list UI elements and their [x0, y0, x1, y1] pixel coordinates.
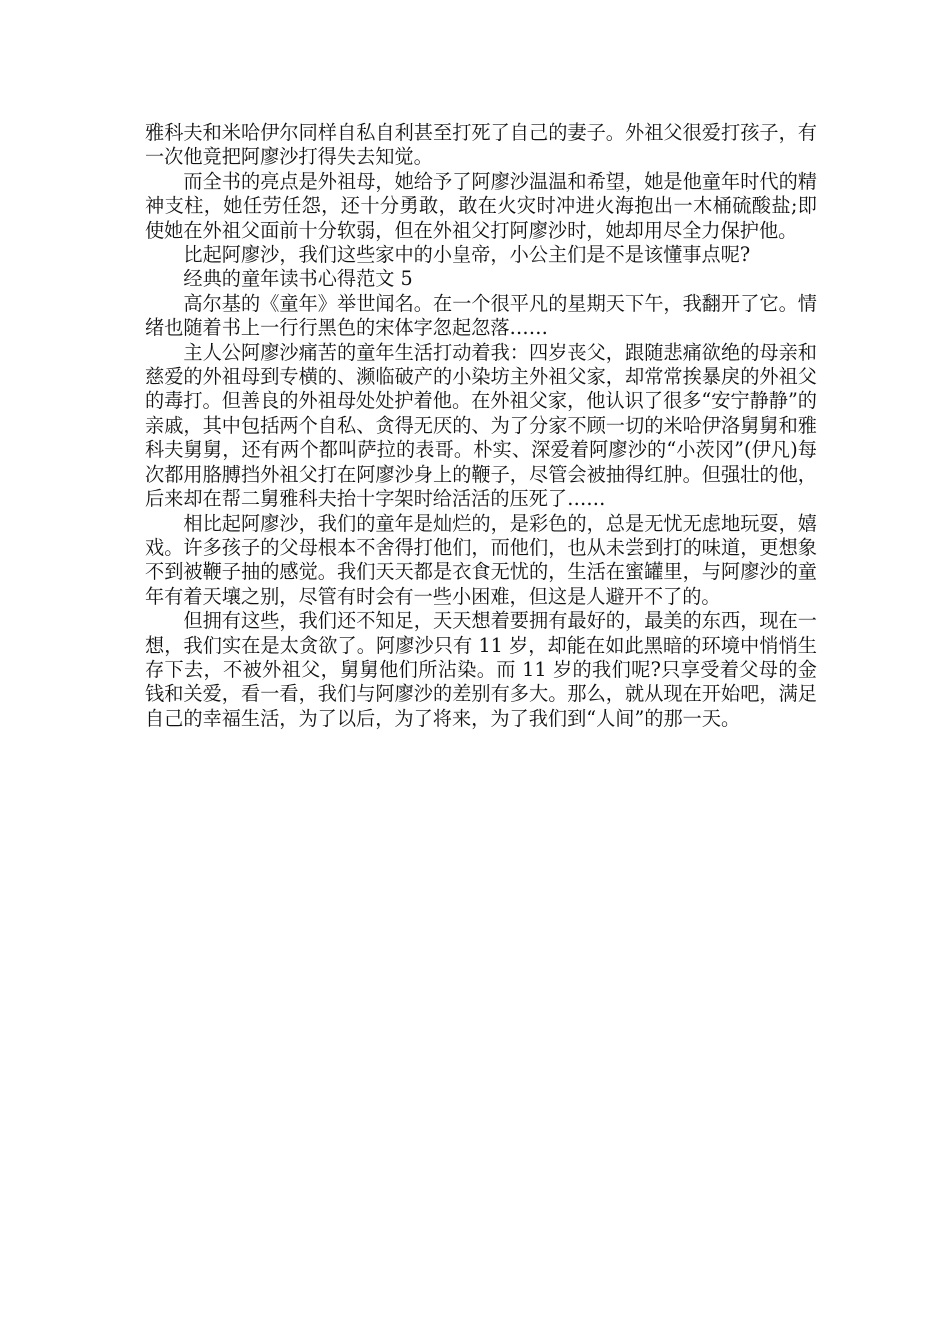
paragraph-8: 但拥有这些，我们还不知足，天天想着要拥有最好的，最美的东西，现在一想，我们实在是太贪欲了。阿廖沙只有 11 岁，却能在如此黑暗的环境中悄悄生存下去，不被外祖父，舅舅他们所沾染。而 11 岁的我们呢?只享受着父母的金钱和关爱，看一看，我们与阿廖沙的差别有多大。那么，就从现在开始吧，满足自己的幸福生活，为了以后，为了将来，为了我们到“人间”的那一天。 — [145, 609, 817, 730]
paragraph-1: 雅科夫和米哈伊尔同样自私自利甚至打死了自己的妻子。外祖父很爱打孩子，有一次他竟把阿廖沙打得失去知觉。 — [145, 121, 817, 169]
paragraph-7: 相比起阿廖沙，我们的童年是灿烂的，是彩色的，总是无忧无虑地玩耍，嬉戏。许多孩子的父母根本不舍得打他们，而他们，也从未尝到打的味道，更想象不到被鞭子抽的感觉。我们天天都是衣食无忧的，生活在蜜罐里，与阿廖沙的童年有着天壤之别，尽管有时会有一些小困难，但这是人避开不了的。 — [145, 511, 817, 608]
paragraph-5: 高尔基的《童年》举世闻名。在一个很平凡的星期天下午，我翻开了它。情绪也随着书上一行行黑色的宋体字忽起忽落…… — [145, 291, 817, 340]
paragraph-3: 比起阿廖沙，我们这些家中的小皇帝，小公主们是不是该懂事点呢? — [183, 243, 751, 267]
section-heading: 经典的童年读书心得范文 5 — [183, 267, 413, 291]
paragraph-2: 而全书的亮点是外祖母，她给予了阿廖沙温温和希望，她是他童年时代的精神支柱，她任劳任怨，还十分勇敢，敢在火灾时冲进火海抱出一木桶硫酸盐;即使她在外祖父面前十分软弱，但在外祖父打阿廖沙时，她却用尽全力保护他。 — [145, 169, 817, 242]
document-page — [145, 121, 817, 731]
paragraph-6: 主人公阿廖沙痛苦的童年生活打动着我：四岁丧父，跟随悲痛欲绝的母亲和慈爱的外祖母到专横的、濒临破产的小染坊主外祖父家，却常常挨暴戾的外祖父的毒打。但善良的外祖母处处护着他。在外祖父家，他认识了很多“安宁静静”的亲戚，其中包括两个自私、贪得无厌的、为了分家不顾一切的米哈伊洛舅舅和雅科夫舅舅，还有两个都叫萨拉的表哥。朴实、深爱着阿廖沙的“小茨冈”(伊凡)每次都用胳膊挡外祖父打在阿廖沙身上的鞭子，尽管会被抽得红肿。但强壮的他，后来却在帮二舅雅科夫抬十字架时给活活的压死了…… — [145, 340, 817, 511]
